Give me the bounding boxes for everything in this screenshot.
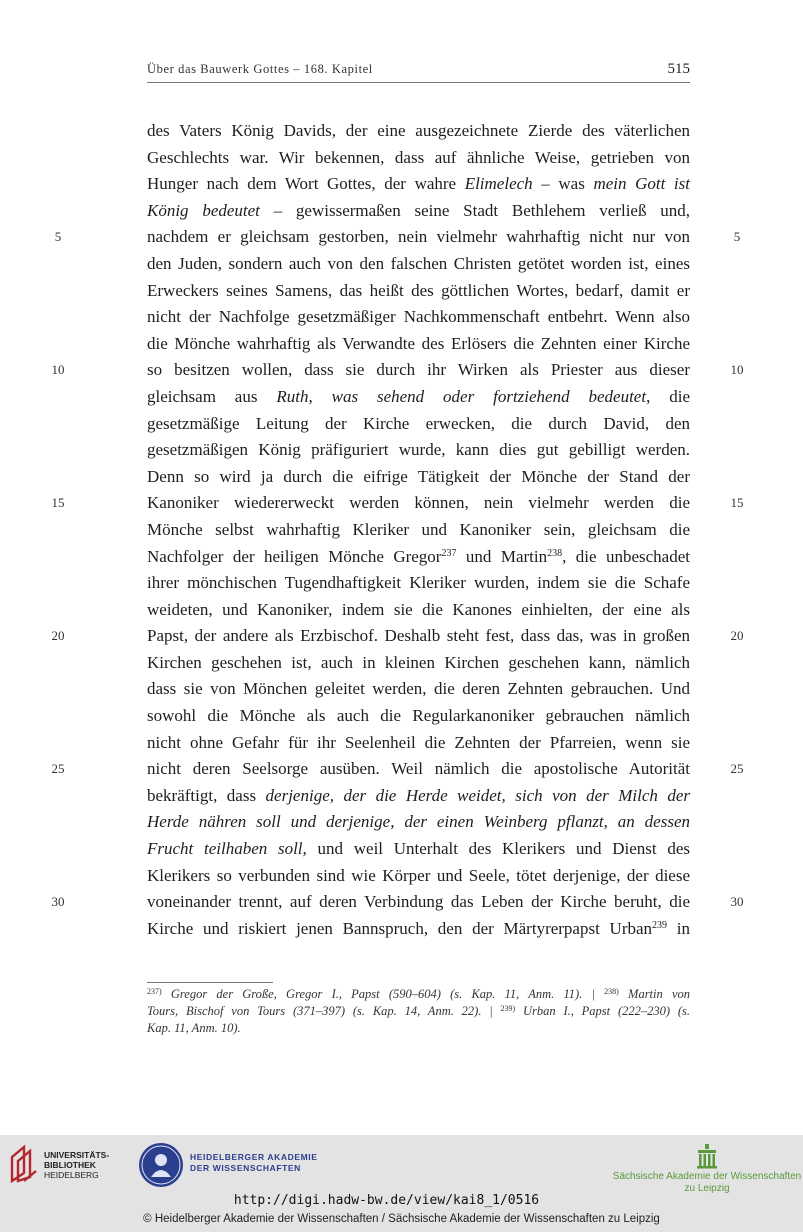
line-number-right: 5: [733, 229, 741, 245]
line-number-right: 30: [730, 894, 744, 910]
text-line: [147, 916, 690, 943]
text-segment: so besitzen wollen, dass sie durch ihr Wirken als Priester aus dieser: [147, 360, 690, 380]
ub-logo-icon[interactable]: [8, 1143, 40, 1183]
footnotes: [147, 986, 690, 1037]
footnote-line: [147, 1020, 690, 1037]
text-segment: nicht der Nachfolge gesetzmäßiger Nachkommenschaft entbehrt. Wenn also: [147, 307, 690, 327]
text-line: [147, 570, 690, 597]
text-segment: Kirchen geschehen ist, auch in kleinen Kirchen geschehen kann, nämlich: [147, 652, 690, 672]
footnote-line: [147, 1003, 690, 1020]
text-segment: Klerikers so verbunden sind wie Körper und Seele, tötet derjenige, der diese: [147, 865, 690, 885]
italic-text: Ruth, was sehend oder fortziehend bedeutet: [276, 386, 647, 406]
text-segment: Martin von: [618, 987, 690, 1001]
text-segment: sowohl die Mönche als auch die Regularkanoniker gebrauchen nämlich: [147, 706, 690, 726]
text-segment: nachdem er gleichsam gestorben, nein vielmehr wahrhaftig nicht nur von: [147, 227, 690, 247]
italic-text: mein Gott ist: [593, 174, 690, 194]
text-segment: , die unbeschadet: [562, 546, 690, 566]
text-segment: , die: [646, 386, 690, 406]
line-number-left: 10: [51, 362, 65, 378]
text-line: [147, 889, 690, 916]
text-line: [147, 836, 690, 863]
footnote-reference: 239: [652, 919, 668, 931]
text-line: [147, 730, 690, 757]
text-line: [147, 357, 690, 384]
text-line: [147, 623, 690, 650]
text-segment: Nachfolger der heiligen Mönche Gregor: [147, 546, 442, 566]
text-segment: – gewissermaßen seine Stadt Bethlehem verließ und,: [259, 200, 690, 220]
text-line: [147, 411, 690, 438]
text-line: [147, 863, 690, 890]
italic-text: König bedeutet: [147, 200, 260, 220]
text-line: [147, 517, 690, 544]
line-number-left: 30: [51, 894, 65, 910]
text-line: [147, 597, 690, 624]
footnote-reference: 237): [147, 987, 162, 996]
text-line: [147, 251, 690, 278]
text-line: [147, 703, 690, 730]
text-segment: Mönche selbst wahrhaftig Kleriker und Kanoniker sein, gleichsam die: [147, 519, 690, 539]
text-segment: Gregor der Große, Gregor I., Papst (590–604) (s. Kap. 11, Anm. 11). |: [161, 987, 605, 1001]
text-line: [147, 145, 690, 172]
text-segment: bekräftigt, dass: [147, 785, 266, 805]
hadw-seal-icon[interactable]: [139, 1143, 183, 1187]
text-line: [147, 809, 690, 836]
text-line: [147, 224, 690, 251]
text-segment: Hunger nach dem Wort Gottes, der wahre: [147, 174, 465, 194]
text-segment: Kanoniker wiedererweckt werden können, nein vielmehr werden die: [147, 493, 690, 513]
text-segment: nicht deren Seelsorge ausüben. Weil nämlich die apostolische Autorität: [147, 759, 690, 779]
text-segment: gleichsam aus: [147, 386, 277, 406]
text-line: [147, 118, 690, 145]
text-segment: Geschlechts war. Wir bekennen, dass auf ähnliche Weise, getrieben von: [147, 147, 690, 167]
text-segment: in: [667, 918, 690, 938]
running-header: [147, 60, 690, 83]
text-line: [147, 437, 690, 464]
text-segment: Kap. 11, Anm. 10).: [147, 1021, 241, 1035]
line-number-left: 20: [51, 628, 65, 644]
text-segment: Kirche und riskiert jenen Bannspruch, den der Märtyrerpapst Urban: [147, 918, 653, 938]
text-line: [147, 171, 690, 198]
text-line: [147, 676, 690, 703]
footer-bar: [0, 1135, 803, 1232]
line-number-right: 15: [730, 495, 744, 511]
text-segment: Papst, der andere als Erzbischof. Deshalb steht fest, dass das, was in großen: [147, 626, 690, 646]
line-number-left: 15: [51, 495, 65, 511]
footnote-reference: 238): [604, 987, 619, 996]
ub-logo-text: UNIVERSITÄTS- BIBLIOTHEK HEIDELBERG: [44, 1150, 110, 1180]
italic-text: Elimelech: [464, 174, 533, 194]
text-segment: Denn so wird ja durch die eifrige Tätigkeit der Mönche der Stand der: [147, 466, 690, 486]
line-number-right: 25: [730, 761, 744, 777]
text-segment: Tours, Bischof von Tours (371–397) (s. Kap. 14, Anm. 22). |: [147, 1004, 501, 1018]
footnote-reference: 239): [500, 1004, 516, 1013]
running-title: Über das Bauwerk Gottes – 168. Kapitel: [147, 62, 373, 76]
text-segment: den Juden, sondern auch von den falschen Christen getötet worden ist, eines: [147, 253, 690, 273]
text-line: [147, 490, 690, 517]
footnote-line: [147, 986, 690, 1003]
text-line: [147, 756, 690, 783]
saxon-academy-icon[interactable]: [696, 1143, 718, 1169]
text-line: [147, 464, 690, 491]
permalink-url[interactable]: http://digi.hadw-bw.de/view/kai8_1/0516: [233, 1193, 540, 1208]
text-segment: und weil Unterhalt des Klerikers und Dienst des: [306, 839, 690, 859]
text-segment: und Martin: [456, 546, 548, 566]
text-segment: nicht ohne Gefahr für ihr Seelenheil die Zehnten der Pfarreien, wenn sie: [147, 732, 690, 752]
text-line: [147, 783, 690, 810]
text-line: [147, 650, 690, 677]
italic-text: derjenige, der die Herde weidet, sich von der Milch der: [265, 785, 691, 805]
saxon-academy-text: Sächsische Akademie der Wissenschaften zu Leipzig: [612, 1171, 802, 1194]
text-segment: voneinander trennt, auf deren Verbindung das Leben der Kirche beruht, die: [147, 892, 690, 912]
line-number-left: 25: [51, 761, 65, 777]
italic-text: Herde nähren soll und derjenige, der einen Weinberg pflanzt, an dessen: [147, 812, 690, 832]
footnote-reference: 238: [547, 547, 563, 559]
text-segment: ihrer mönchischen Tugendhaftigkeit Kleriker wurden, indem sie die Schafe: [147, 573, 690, 593]
text-line: [147, 331, 690, 358]
text-segment: des Vaters König Davids, der eine ausgezeichnete Zierde des väterlichen: [147, 121, 690, 140]
text-line: [147, 544, 690, 571]
line-number-right: 10: [730, 362, 744, 378]
text-line: [147, 278, 690, 305]
text-segment: weideten, und Kanoniker, indem sie die Kanones einhielten, der eine als: [147, 599, 690, 619]
text-segment: – was: [532, 174, 594, 194]
text-segment: Erweckers seines Samens, das heißt des göttlichen Wortes, bedarf, damit er: [147, 280, 690, 300]
footnote-reference: 237: [441, 547, 457, 559]
footnote-rule: [147, 982, 273, 983]
text-segment: dass sie von Mönchen geleitet werden, die deren Zehnten gebrauchen. Und: [147, 679, 690, 699]
text-line: [147, 384, 690, 411]
text-segment: Urban I., Papst (222–230) (s.: [515, 1004, 690, 1018]
text-segment: gesetzmäßigen König präfiguriert wurde, kann dies gut gebilligt werden.: [147, 440, 690, 460]
line-number-right: 20: [730, 628, 744, 644]
text-line: [147, 198, 690, 225]
hadw-logo-text: HEIDELBERGER AKADEMIE DER WISSENSCHAFTEN: [190, 1152, 318, 1173]
line-number-left: 5: [54, 229, 62, 245]
italic-text: Frucht teilhaben soll,: [147, 839, 307, 859]
text-line: [147, 304, 690, 331]
text-segment: gesetzmäßige Leitung der Kirche erwecken, die durch David, den: [147, 413, 690, 433]
copyright-notice: © Heidelberger Akademie der Wissenschaften / Sächsische Akademie der Wissenschaften zu Leipzig: [143, 1213, 660, 1225]
main-text: [147, 118, 690, 942]
page-number: 515: [667, 61, 690, 77]
text-segment: die Mönche wahrhaftig als Verwandte des Erlösers die Zehnten einer Kirche: [147, 333, 690, 353]
